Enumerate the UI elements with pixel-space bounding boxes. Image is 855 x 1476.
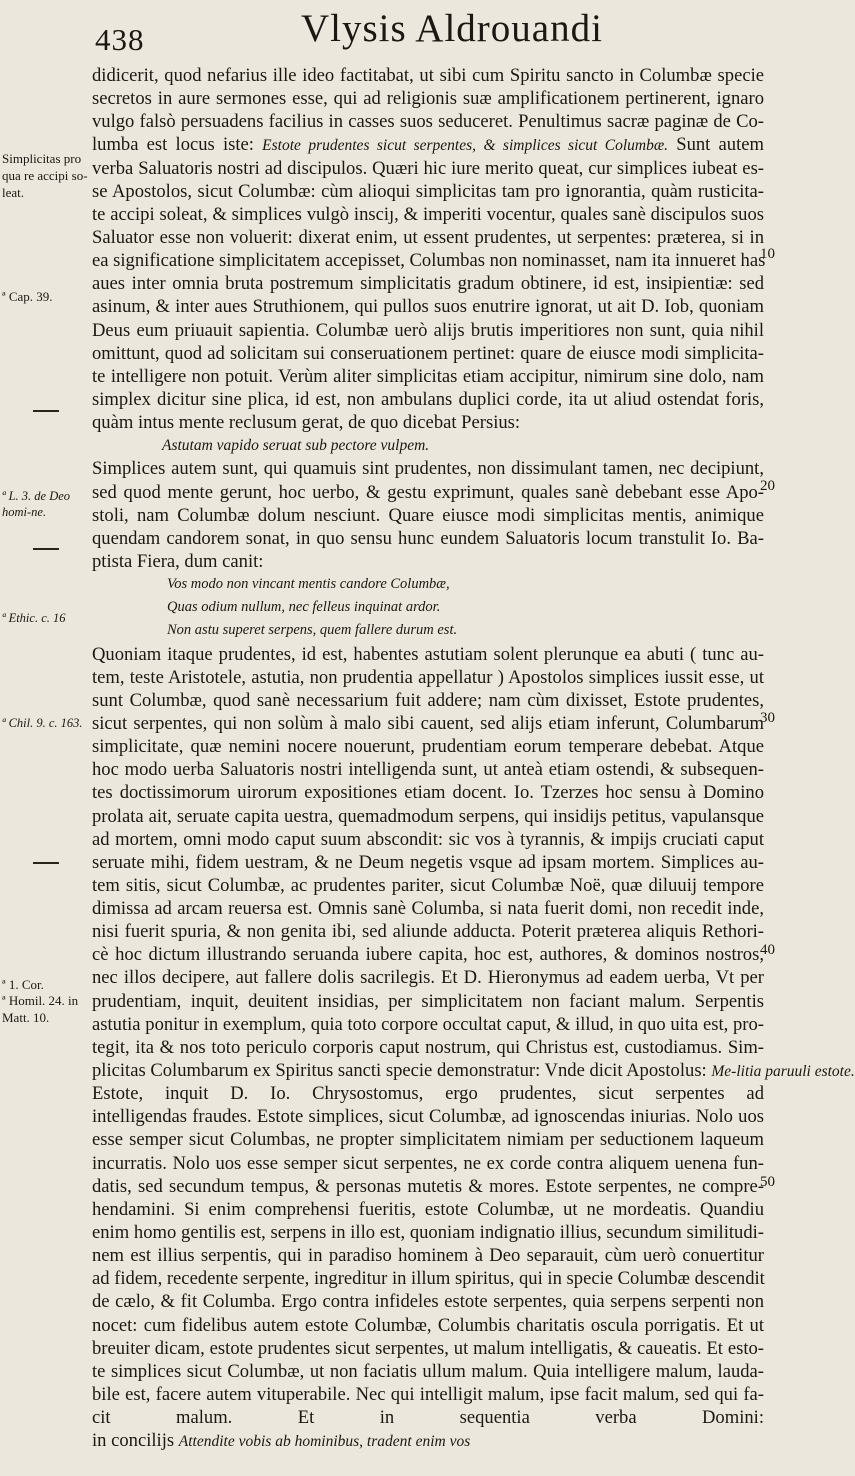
text-line: esse semper sicut Columbas, ne propter simplicitatem nimiam per seductionem laqueum [92,1129,764,1151]
margin-note-homil: ª Homil. 24. in Matt. 10. [2,993,79,1025]
text-line: nocet: cum fidelibus autem estote Columbæ, Columbis charitatis oscula porrigatis. Et ut [92,1314,764,1336]
text-line: seruate mihi, fidem uestram, & ne Deum negetis vsque ad ipsam mortem. Simplices au- [92,851,764,873]
text-line: stoli, nam Columbæ dolum nesciunt. Quare eiusce modi simplicitas mentis, animique [92,504,764,526]
text-line: astutia ponitur in exemplum, quia toto corpore occultat caput, & illud, in quo uita est, pro- [92,1013,764,1035]
text-line: simplex dicitur sine plica, id est, non ambulans duplici corde, ita ut aliud ostendat foris, [92,388,764,410]
text-line: ad mortem, omni modo caput suum abscondit: sic vos à tyrannis, & impijs cruciati caput [92,828,764,850]
text-line: Quoniam itaque prudentes, id est, habentes astutiam solent plerunque ea abuti ( tunc au- [92,643,764,665]
text-line: te simplices sicut Columbæ, ut non faciatis ullum malum. Quia intelligere malum, lauda- [92,1360,764,1382]
margin-note-l3: ª L. 3. de Deo homi-ne. [2,489,71,519]
text-line: ad fidem, recedente serpente, ingreditur in illum spiritus, qui in specie Columbæ descendit [92,1268,765,1290]
text-line: se Apostolos, sicut Columbæ: cùm alioqui simplicitas tam pro ignorantia, quàm rusticita- [92,180,764,202]
line-number: 40 [760,942,775,958]
text-line: lumba est locus iste: Estote prudentes sicut serpentes, & simplices sicut Columbæ. Sunt autem [92,134,764,156]
text-line: tem sitis, sicut Columbæ, ac prudentes pariter, sicut Columbæ Noë, quæ diluuij tempore [92,874,764,896]
text-line: verba Saluatoris nostri ad discipulos. Quæri hic iure merito queat, cur simplices iubeat es- [92,157,764,179]
scripture-quote: Me-litia paruuli estote. [711,1063,855,1081]
text-line: prolata ait, seruate capita uestra, quemadmodum serpens, qui insidijs petitus, vapulansque [92,805,764,827]
text-line: te intelligere non potuit. Verùm aliter simplicitas etiam accipitur, nimirum sine dolo, nam [92,365,764,387]
text-line: Simplices autem sunt, qui quamuis sint prudentes, non dissimulant tamen, nec decipiunt, [92,458,764,480]
line-number: 50 [760,1174,775,1190]
text-line: cè hoc dictum illustrando seruanda iubere capita, hoc est, authores, & dominos nostros, [92,944,764,966]
margin-note-ethic: ª Ethic. c. 16 [2,611,66,625]
text-line: tegit, ita & nos toto periculo corporis caput nostrum, qui Christus est, custodiamus. Sim- [92,1036,764,1058]
text-line: te accipi soleat, & simplices vulgò insciȷ, & imperiti vocentur, quales sanè discipulos suos [92,203,764,225]
text-line: in concilijs Attendite vobis ab hominibus, tradent enim vos [92,1430,471,1452]
text-line: nisi fuerit spuria, & non genita ibi, sed aliunde adducta. Poterit præterea aliquis Rethori- [92,921,764,943]
verse-line: Non astu superet serpens, quem fallere durum est. [167,622,458,639]
text-line: Deus eum priuauit sapientia. Columbæ uerò alijs brutis imperitiores non sunt, quia nihil [92,319,764,341]
text-line: quàm intus mente reclusum gerat, de quo dicebat Persius: [92,412,521,434]
margin-dash [33,862,59,864]
text-line: de cælo, & fit Columba. Ergo contra infideles estote serpentes, quia serpens serpenti non [92,1291,764,1313]
text-line: omittunt, quod ad solicitam sui conseruationem pertinet: quare de eiusce modi simplicita- [92,342,764,364]
text-line: secretos in aure sermones esse, qui ad religionis suæ amplificationem pertinerent, ignaro [92,88,764,110]
text-line: asinum, & inter aues Struthionem, qui pullos suos enutrire ignorat, ut ait D. Iob, quoniam [92,296,764,318]
line-number: 10 [760,246,775,262]
text-line: tes doctissimorum uirorum expositiones etiam docent. Io. Tzerzes hoc sensu à Domino [92,782,764,804]
text-line: quendam candorem sonat, in quo sensu hunc eundem Saluatoris locum transtulit Io. Ba- [92,527,764,549]
margin-dash [33,410,59,412]
margin-note-simplicitas: Simplicitas pro qua re accipi so-leat. [2,151,88,200]
text-line: ea significatione simplicitatem accepisset, Columbas non nominasset, nam ita innueret has [92,250,766,272]
scripture-quote: Attendite vobis ab hominibus, tradent enim vos [178,1433,471,1451]
text-line: nec illos decipere, aut fallere dolis sacrilegis. Et D. Hieronymus ad eadem uerba, Vt per [92,967,764,989]
text-line: vulgo falsò persuadens facilius in casses suos seduceret. Penultimus sacræ paginæ de Co- [92,111,764,133]
text-line: aues inter omnia bruta postremum simplicitatis gradum obtinere, id est, insipientiæ: sed [92,273,764,295]
scripture-quote: Estote prudentes sicut serpentes, & simplices sicut Columbæ. [262,137,669,155]
text-line: Estote, inquit D. Io. Chrysostomus, ergo prudentes, sicut serpentes ad [92,1083,764,1105]
catchword [92,1452,764,1475]
text-line: Saluator esse non voluerit: dixerat enim, ut essent prudentes, ut serpentes: præterea, si in [92,226,764,248]
text-line: incurratis. Nolo uos esse semper sicut serpentes, ne ex corde contra aliquem uenena fun- [92,1152,764,1174]
text-line: dimissa ad arcam reuersa est. Omnis sanè Columba, si nata fuerit domi, non recedit inde, [92,898,764,920]
line-number: 30 [760,710,775,726]
text-line: intelligendas fraudes. Estote simplices, sicut Columbæ, ad ignoscendas iniurias. Nolo uos [92,1106,764,1128]
text-line: didicerit, quod nefarius ille ideo factitabat, ut sibi cum Spiritu sancto in Columbæ specie [92,65,764,86]
text-line: datis, sed secundum tempus, & personas mutetis & mores. Estote serpentes, ne compre- [92,1175,764,1197]
text-line: bile est, facere autem vituperabile. Nec qui intelligit malum, ipse facit malum, sed qui fa- [92,1384,764,1406]
text-line: hendamini. Si enim comprehensi fueritis, estote Columbæ, ut ne mordeatis. Quandiu [92,1198,764,1220]
margin-note-chil: ª Chil. 9. c. 163. [2,716,83,730]
text-line: prudentiam, inquit, deuitent insidias, per simplicitatem non faciant malum. Serpentis [92,990,764,1012]
margin-note-cor: ª 1. Cor. [2,977,44,992]
text-line: sicut serpentes, qui non solùm à malo sibi cauent, sed alijs etiam inferunt, Columbarum [92,712,764,734]
line-number: 20 [760,478,775,494]
running-head: Vlysis Aldrouandi [301,7,603,50]
text-line: breuiter dicam, estote prudentes sicut serpentes, ut malum intelligatis, & caueatis. Et esto- [92,1337,764,1359]
text-line: ptista Fiera, dum canit: [92,550,264,572]
text-line: tem, teste Aristotele, astutia, non prudentia appellatur ) Apostolos simplices iussit esse, ut [92,666,764,688]
text-line: hoc modo uerba Saluatoris nostri intelligenda sunt, ut anteà etiam ostendi, & subsequen- [92,759,764,781]
text-line: simplicitate, quæ nemini nocere nouerunt, prudentiam eorum temperare debebat. Atque [92,736,764,758]
text-line: sunt Columbæ, quod sanè necessarium fuit addere; nam cùm dixisset, Estote prudentes, [92,689,764,711]
text-line: plicitas Columbarum ex Spiritus sancti specie demonstratur: Vnde dicit Apostolus: Me-litia paruuli estote. [92,1060,855,1082]
margin-dash [33,548,59,550]
text-line: nem est illius serpentis, qui in paradiso hominem à Deo separauit, cùm uerò conuertitur [92,1245,764,1267]
page-number: 438 [95,22,145,57]
text-line: cit malum. Et in sequentia verba Domini: [92,1407,764,1429]
margin-note-cap39: ª Cap. 39. [2,289,53,304]
verse-line: Vos modo non vincant mentis candore Columbæ, [167,576,450,593]
text-line: sed quod mente gerunt, hoc uerbo, & gestu exprimunt, quales sanè debebant esse Apo- [92,481,764,503]
verse-line: Astutam vapido seruat sub pectore vulpem. [162,437,430,455]
verse-line: Quas odium nullum, nec felleus inquinat ardor. [167,599,441,616]
text-line: enim homo gentilis est, serpens in illo est, quoniam indignatio illius, secundum similitudi- [92,1222,764,1244]
